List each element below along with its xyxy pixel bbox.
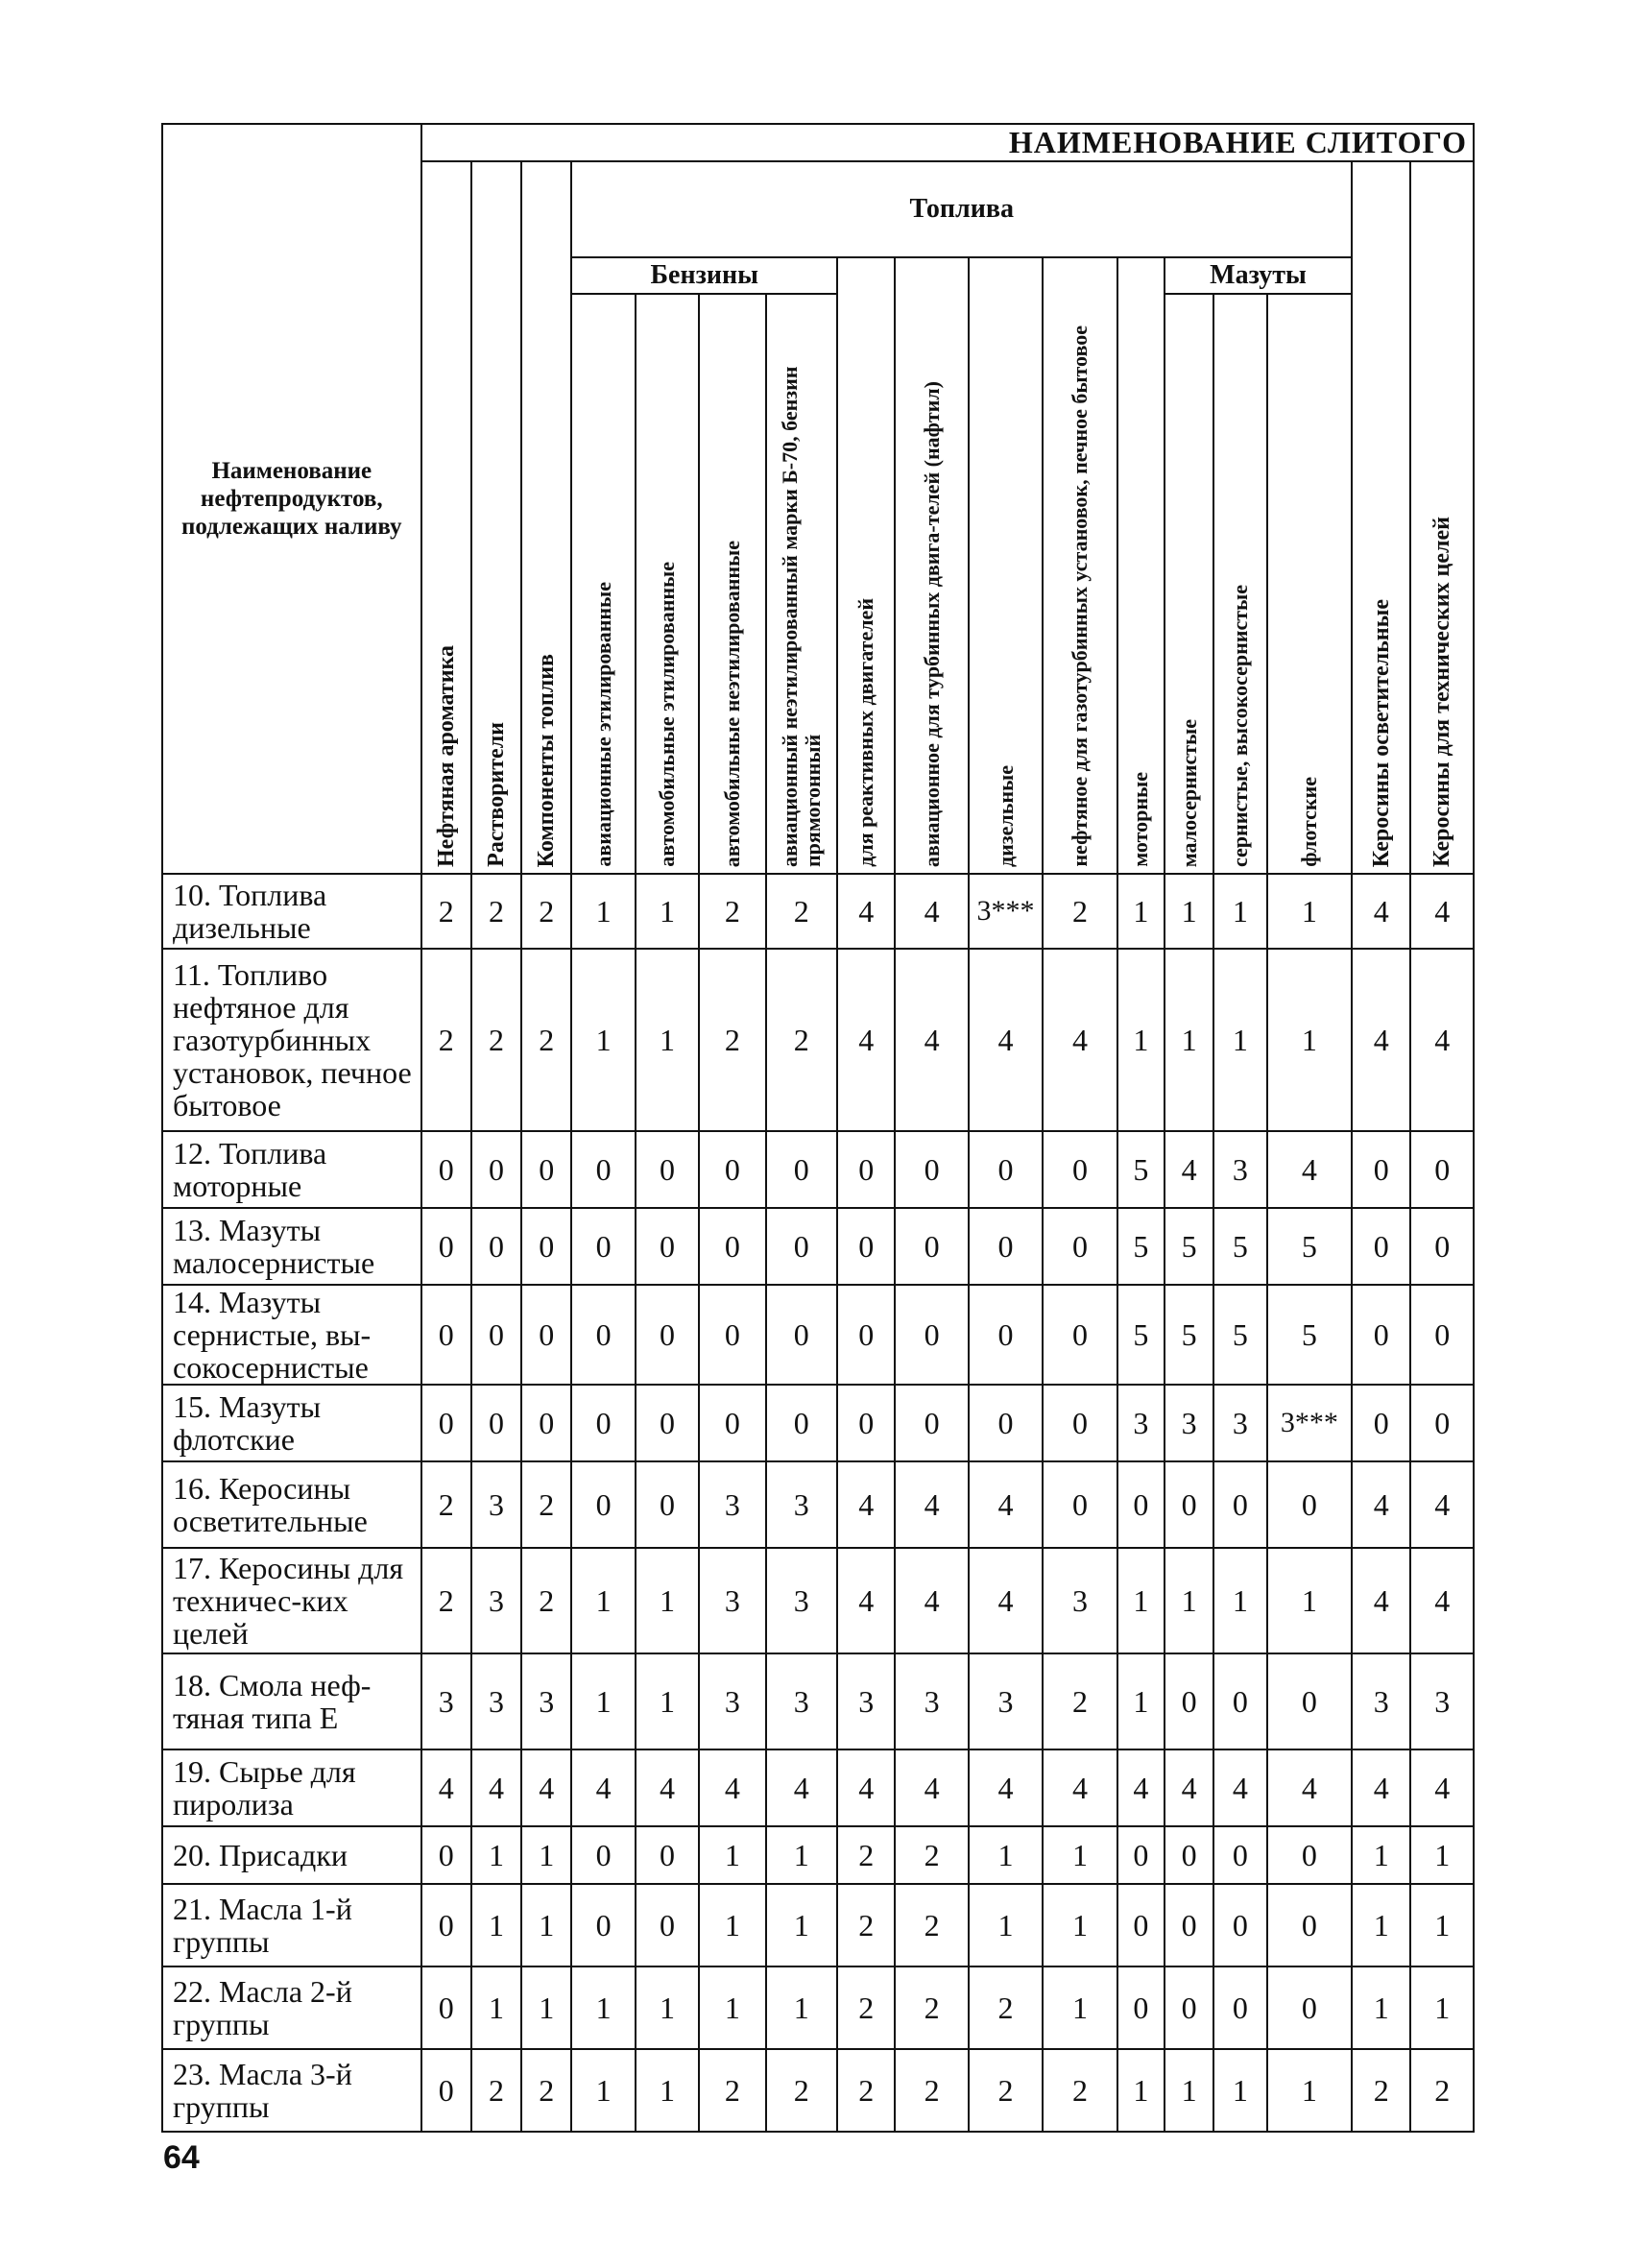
value-cell: 1 (1043, 1884, 1117, 1966)
value-cell: 2 (1043, 2049, 1117, 2132)
value-cell: 5 (1117, 1285, 1165, 1385)
value-cell: 1 (571, 2049, 635, 2132)
value-cell: 2 (766, 2049, 837, 2132)
value-cell: 4 (1352, 1749, 1410, 1826)
value-cell: 0 (1213, 1653, 1266, 1749)
value-cell: 4 (1267, 1749, 1353, 1826)
row-label: 21. Масла 1-й группы (162, 1884, 421, 1966)
value-cell: 0 (895, 1208, 968, 1285)
value-cell: 3 (895, 1653, 968, 1749)
value-cell: 0 (1352, 1385, 1410, 1461)
value-cell: 0 (1043, 1285, 1117, 1385)
value-cell: 3*** (1267, 1385, 1353, 1461)
value-cell: 3 (1352, 1653, 1410, 1749)
group-gasoline: Бензины (571, 257, 837, 294)
value-cell: 2 (521, 1548, 571, 1653)
value-cell: 4 (895, 874, 968, 949)
value-cell: 4 (1267, 1131, 1353, 1208)
value-cell: 0 (837, 1208, 895, 1285)
value-cell: 4 (895, 949, 968, 1131)
value-cell: 4 (1352, 1461, 1410, 1548)
col-header-12: моторные (1117, 257, 1165, 874)
value-cell: 0 (1165, 1826, 1213, 1884)
value-cell: 1 (521, 1966, 571, 2049)
row-label: 17. Керосины для техничес-ких целей (162, 1548, 421, 1653)
value-cell: 2 (471, 2049, 521, 2132)
value-cell: 4 (1410, 1548, 1474, 1653)
value-cell: 0 (895, 1385, 968, 1461)
value-cell: 0 (571, 1208, 635, 1285)
value-cell: 2 (837, 1966, 895, 2049)
value-cell: 3 (969, 1653, 1043, 1749)
value-cell: 2 (471, 949, 521, 1131)
value-cell: 0 (1267, 1653, 1353, 1749)
value-cell: 4 (837, 1548, 895, 1653)
value-cell: 4 (521, 1749, 571, 1826)
value-cell: 2 (421, 874, 471, 949)
value-cell: 0 (895, 1285, 968, 1385)
row-label: 12. Топлива моторные (162, 1131, 421, 1208)
value-cell: 1 (571, 874, 635, 949)
value-cell: 0 (1165, 1461, 1213, 1548)
value-cell: 0 (636, 1208, 699, 1285)
value-cell: 1 (471, 1884, 521, 1966)
value-cell: 2 (1352, 2049, 1410, 2132)
value-cell: 1 (521, 1884, 571, 1966)
value-cell: 3 (521, 1653, 571, 1749)
value-cell: 1 (766, 1826, 837, 1884)
col-header-5: автомобильные этилированные (636, 294, 699, 874)
value-cell: 5 (1267, 1208, 1353, 1285)
value-cell: 3 (766, 1548, 837, 1653)
value-cell: 4 (1352, 874, 1410, 949)
value-cell: 0 (1043, 1385, 1117, 1461)
value-cell: 5 (1165, 1285, 1213, 1385)
value-cell: 0 (699, 1208, 765, 1285)
value-cell: 0 (837, 1285, 895, 1385)
row-label: 11. Топливо нефтяное для газотурбинных установок, печное бытовое (162, 949, 421, 1131)
col-header-13: малосернистые (1165, 294, 1213, 874)
value-cell: 1 (636, 1966, 699, 2049)
value-cell: 2 (895, 1884, 968, 1966)
value-cell: 0 (1165, 1653, 1213, 1749)
value-cell: 1 (571, 949, 635, 1131)
value-cell: 4 (1043, 949, 1117, 1131)
col-header-2: Растворители (471, 161, 521, 874)
value-cell: 1 (1410, 1966, 1474, 2049)
corner-header: Наименование нефтепродуктов, подлежащих наливу (162, 124, 421, 874)
value-cell: 1 (1410, 1826, 1474, 1884)
value-cell: 0 (1352, 1285, 1410, 1385)
value-cell: 0 (571, 1285, 635, 1385)
value-cell: 4 (895, 1548, 968, 1653)
value-cell: 1 (1165, 1548, 1213, 1653)
value-cell: 2 (521, 1461, 571, 1548)
value-cell: 0 (636, 1884, 699, 1966)
value-cell: 1 (1267, 949, 1353, 1131)
value-cell: 0 (1267, 1461, 1353, 1548)
row-label: 15. Мазуты флотские (162, 1385, 421, 1461)
value-cell: 2 (837, 2049, 895, 2132)
value-cell: 2 (1043, 1653, 1117, 1749)
value-cell: 3 (1213, 1385, 1266, 1461)
value-cell: 4 (895, 1749, 968, 1826)
value-cell: 0 (521, 1385, 571, 1461)
value-cell: 1 (571, 1653, 635, 1749)
value-cell: 1 (1410, 1884, 1474, 1966)
value-cell: 0 (571, 1826, 635, 1884)
value-cell: 0 (1213, 1966, 1266, 2049)
value-cell: 2 (521, 2049, 571, 2132)
value-cell: 2 (766, 874, 837, 949)
value-cell: 4 (969, 949, 1043, 1131)
value-cell: 5 (1267, 1285, 1353, 1385)
row-label: 14. Мазуты сернистые, вы-сокосернистые (162, 1285, 421, 1385)
col-header-3: Компоненты топлив (521, 161, 571, 874)
value-cell: 0 (471, 1385, 521, 1461)
col-header-8: для реактивных двигателей (837, 257, 895, 874)
value-cell: 0 (421, 1385, 471, 1461)
value-cell: 0 (636, 1461, 699, 1548)
value-cell: 1 (636, 1548, 699, 1653)
value-cell: 1 (1117, 874, 1165, 949)
value-cell: 0 (766, 1208, 837, 1285)
value-cell: 0 (421, 1884, 471, 1966)
value-cell: 0 (636, 1131, 699, 1208)
value-cell: 0 (636, 1385, 699, 1461)
value-cell: 4 (969, 1749, 1043, 1826)
value-cell: 1 (636, 1653, 699, 1749)
value-cell: 3 (1043, 1548, 1117, 1653)
value-cell: 0 (521, 1131, 571, 1208)
value-cell: 3 (471, 1653, 521, 1749)
value-cell: 1 (471, 1826, 521, 1884)
table-row (162, 874, 1474, 949)
value-cell: 0 (1267, 1966, 1353, 2049)
value-cell: 0 (421, 1285, 471, 1385)
value-cell: 4 (895, 1461, 968, 1548)
value-cell: 5 (1117, 1208, 1165, 1285)
value-cell: 5 (1165, 1208, 1213, 1285)
value-cell: 1 (699, 1826, 765, 1884)
value-cell: 1 (1165, 949, 1213, 1131)
value-cell: 4 (421, 1749, 471, 1826)
value-cell: 0 (571, 1884, 635, 1966)
value-cell: 0 (969, 1385, 1043, 1461)
value-cell: 3 (1117, 1385, 1165, 1461)
value-cell: 1 (1117, 2049, 1165, 2132)
value-cell: 4 (969, 1548, 1043, 1653)
value-cell: 0 (471, 1208, 521, 1285)
value-cell: 1 (969, 1884, 1043, 1966)
value-cell: 0 (1352, 1208, 1410, 1285)
value-cell: 4 (837, 1461, 895, 1548)
value-cell: 0 (636, 1285, 699, 1385)
group-fuels: Топлива (571, 161, 1352, 257)
table-body (162, 874, 1474, 2132)
value-cell: 4 (1165, 1749, 1213, 1826)
value-cell: 4 (571, 1749, 635, 1826)
value-cell: 1 (636, 2049, 699, 2132)
value-cell: 1 (766, 1966, 837, 2049)
value-cell: 3 (1410, 1653, 1474, 1749)
value-cell: 0 (969, 1208, 1043, 1285)
value-cell: 0 (1352, 1131, 1410, 1208)
page-number: 64 (163, 2139, 200, 2176)
col-header-6: автомобильные неэтилированные (699, 294, 765, 874)
col-header-14: сернистые, высокосернистые (1213, 294, 1266, 874)
value-cell: 2 (421, 1461, 471, 1548)
value-cell: 4 (1043, 1749, 1117, 1826)
value-cell: 3 (837, 1653, 895, 1749)
value-cell: 2 (1043, 874, 1117, 949)
value-cell: 0 (571, 1385, 635, 1461)
group-mazut: Мазуты (1165, 257, 1352, 294)
value-cell: 0 (969, 1285, 1043, 1385)
value-cell: 0 (471, 1131, 521, 1208)
value-cell: 0 (1213, 1826, 1266, 1884)
value-cell: 4 (1352, 949, 1410, 1131)
value-cell: 3 (699, 1461, 765, 1548)
value-cell: 0 (766, 1131, 837, 1208)
table-row (162, 1131, 1474, 1208)
row-label: 10. Топлива дизельные (162, 874, 421, 949)
value-cell: 2 (421, 1548, 471, 1653)
value-cell: 4 (837, 874, 895, 949)
value-cell: 1 (969, 1826, 1043, 1884)
table-row (162, 1548, 1474, 1653)
value-cell: 1 (1213, 2049, 1266, 2132)
col-header-1: Нефтяная ароматика (421, 161, 471, 874)
value-cell: 1 (1117, 949, 1165, 1131)
value-cell: 4 (766, 1749, 837, 1826)
value-cell: 4 (837, 949, 895, 1131)
value-cell: 0 (1043, 1208, 1117, 1285)
value-cell: 1 (1043, 1826, 1117, 1884)
table-header (162, 124, 1474, 874)
value-cell: 3 (699, 1653, 765, 1749)
value-cell: 2 (521, 874, 571, 949)
col-header-16: Керосины осветительные (1352, 161, 1410, 874)
value-cell: 3 (471, 1548, 521, 1653)
value-cell: 1 (1352, 1884, 1410, 1966)
row-label: 23. Масла 3-й группы (162, 2049, 421, 2132)
value-cell: 4 (1410, 1749, 1474, 1826)
table-row (162, 1653, 1474, 1749)
value-cell: 0 (1117, 1826, 1165, 1884)
col-header-15: флотские (1267, 294, 1353, 874)
value-cell: 3 (699, 1548, 765, 1653)
value-cell: 1 (1267, 2049, 1353, 2132)
value-cell: 0 (1165, 1884, 1213, 1966)
table-row (162, 1826, 1474, 1884)
table-row (162, 1884, 1474, 1966)
table-row (162, 1385, 1474, 1461)
value-cell: 0 (521, 1285, 571, 1385)
value-cell: 0 (1410, 1131, 1474, 1208)
col-header-11: нефтяное для газотурбинных установок, печное бытовое (1043, 257, 1117, 874)
row-label: 18. Смола неф-тяная типа Е (162, 1653, 421, 1749)
value-cell: 0 (421, 1966, 471, 2049)
table-row (162, 949, 1474, 1131)
value-cell: 5 (1117, 1131, 1165, 1208)
value-cell: 1 (521, 1826, 571, 1884)
value-cell: 2 (1410, 2049, 1474, 2132)
value-cell: 3 (1213, 1131, 1266, 1208)
value-cell: 0 (1117, 1966, 1165, 2049)
col-header-7: авиационный неэтилированный марки Б-70, бензин прямогонный (766, 294, 837, 874)
compatibility-table-page (161, 123, 1475, 2124)
table-row (162, 2049, 1474, 2132)
value-cell: 1 (1043, 1966, 1117, 2049)
value-cell: 0 (1410, 1385, 1474, 1461)
value-cell: 4 (1410, 874, 1474, 949)
value-cell: 1 (1352, 1966, 1410, 2049)
value-cell: 0 (1213, 1461, 1266, 1548)
value-cell: 0 (421, 2049, 471, 2132)
value-cell: 0 (521, 1208, 571, 1285)
value-cell: 2 (471, 874, 521, 949)
value-cell: 4 (699, 1749, 765, 1826)
col-header-10: дизельные (969, 257, 1043, 874)
value-cell: 2 (895, 2049, 968, 2132)
value-cell: 1 (636, 874, 699, 949)
value-cell: 0 (1117, 1884, 1165, 1966)
value-cell: 0 (1043, 1461, 1117, 1548)
row-label: 13. Мазуты малосернистые (162, 1208, 421, 1285)
value-cell: 2 (699, 874, 765, 949)
value-cell: 0 (837, 1131, 895, 1208)
value-cell: 0 (1043, 1131, 1117, 1208)
value-cell: 0 (1213, 1884, 1266, 1966)
value-cell: 1 (1267, 874, 1353, 949)
value-cell: 0 (766, 1385, 837, 1461)
row-label: 20. Присадки (162, 1826, 421, 1884)
value-cell: 3 (421, 1653, 471, 1749)
value-cell: 4 (636, 1749, 699, 1826)
value-cell: 1 (636, 949, 699, 1131)
value-cell: 0 (1165, 1966, 1213, 2049)
value-cell: 1 (1165, 874, 1213, 949)
value-cell: 0 (421, 1208, 471, 1285)
value-cell: 5 (1213, 1285, 1266, 1385)
value-cell: 0 (1117, 1461, 1165, 1548)
value-cell: 0 (571, 1461, 635, 1548)
col-header-17: Керосины для технических целей (1410, 161, 1474, 874)
value-cell: 1 (571, 1966, 635, 2049)
value-cell: 5 (1213, 1208, 1266, 1285)
value-cell: 1 (1267, 1548, 1353, 1653)
value-cell: 0 (1410, 1208, 1474, 1285)
value-cell: 1 (571, 1548, 635, 1653)
value-cell: 1 (1165, 2049, 1213, 2132)
value-cell: 2 (421, 949, 471, 1131)
value-cell: 3 (766, 1461, 837, 1548)
table-row (162, 1208, 1474, 1285)
poured-product-title: НАИМЕНОВАНИЕ СЛИТОГО (421, 124, 1474, 161)
row-label: 19. Сырье для пиролиза (162, 1749, 421, 1826)
value-cell: 2 (895, 1966, 968, 2049)
value-cell: 1 (1213, 949, 1266, 1131)
value-cell: 2 (521, 949, 571, 1131)
value-cell: 4 (1352, 1548, 1410, 1653)
row-label: 22. Масла 2-й группы (162, 1966, 421, 2049)
value-cell: 1 (471, 1966, 521, 2049)
value-cell: 0 (969, 1131, 1043, 1208)
value-cell: 2 (837, 1826, 895, 1884)
table-row (162, 1285, 1474, 1385)
value-cell: 1 (699, 1966, 765, 2049)
value-cell: 2 (766, 949, 837, 1131)
col-header-9: авиационное для турбинных двига-телей (нафтил) (895, 257, 968, 874)
value-cell: 2 (895, 1826, 968, 1884)
value-cell: 3 (1165, 1385, 1213, 1461)
value-cell: 4 (969, 1461, 1043, 1548)
value-cell: 1 (1117, 1653, 1165, 1749)
value-cell: 4 (1213, 1749, 1266, 1826)
value-cell: 4 (837, 1749, 895, 1826)
value-cell: 4 (1165, 1131, 1213, 1208)
value-cell: 1 (1213, 1548, 1266, 1653)
value-cell: 3 (766, 1653, 837, 1749)
value-cell: 2 (969, 1966, 1043, 2049)
value-cell: 0 (699, 1285, 765, 1385)
table-row (162, 1966, 1474, 2049)
value-cell: 2 (699, 2049, 765, 2132)
value-cell: 0 (421, 1826, 471, 1884)
value-cell: 1 (699, 1884, 765, 1966)
value-cell: 4 (1117, 1749, 1165, 1826)
value-cell: 0 (699, 1385, 765, 1461)
value-cell: 0 (895, 1131, 968, 1208)
value-cell: 2 (699, 949, 765, 1131)
value-cell: 0 (1267, 1884, 1353, 1966)
table-row (162, 1749, 1474, 1826)
row-label: 16. Керосины осветительные (162, 1461, 421, 1548)
col-header-4: авиационные этилированные (571, 294, 635, 874)
value-cell: 4 (471, 1749, 521, 1826)
value-cell: 0 (471, 1285, 521, 1385)
value-cell: 1 (1213, 874, 1266, 949)
value-cell: 0 (636, 1826, 699, 1884)
value-cell: 4 (1410, 1461, 1474, 1548)
value-cell: 0 (1267, 1826, 1353, 1884)
value-cell: 1 (1352, 1826, 1410, 1884)
value-cell: 0 (699, 1131, 765, 1208)
value-cell: 0 (421, 1131, 471, 1208)
value-cell: 1 (1117, 1548, 1165, 1653)
value-cell: 3 (471, 1461, 521, 1548)
value-cell: 2 (837, 1884, 895, 1966)
value-cell: 3*** (969, 874, 1043, 949)
value-cell: 0 (571, 1131, 635, 1208)
compatibility-table (161, 123, 1475, 2133)
value-cell: 4 (1410, 949, 1474, 1131)
value-cell: 0 (1410, 1285, 1474, 1385)
value-cell: 0 (766, 1285, 837, 1385)
value-cell: 1 (766, 1884, 837, 1966)
table-row (162, 1461, 1474, 1548)
value-cell: 2 (969, 2049, 1043, 2132)
value-cell: 0 (837, 1385, 895, 1461)
